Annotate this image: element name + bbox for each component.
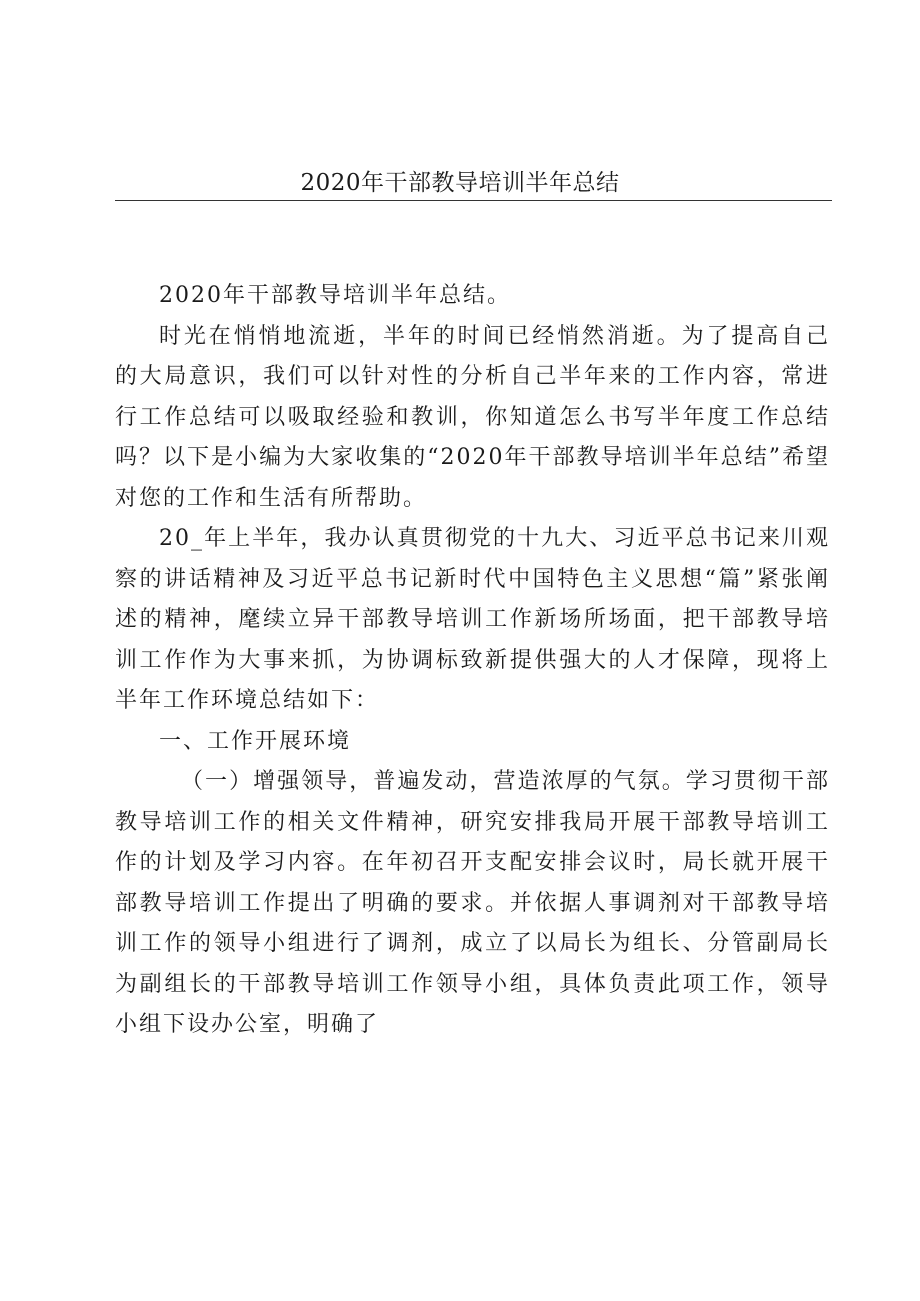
paragraph-preface: 时光在悄悄地流逝，半年的时间已经悄然消逝。为了提高自己的大局意识，我们可以针对性的分析自己半年来的工作内容，常进行工作总结可以吸取经验和教训，你知道怎么书写半年度工作总结吗？以下是小编为大家收集的“2020年干部教导培训半年总结”希望对您的工作和生活有所帮助。 <box>115 323 831 511</box>
paragraph-overview: 20_年上半年，我办认真贯彻党的十九大、习近平总书记来川观察的讲话精神及习近平总书记新时代中国特色主义思想“篇”紧张阐述的精神，麾续立异干部教导培训工作新场所场面，把干部教导培训工作作为大事来抓，为协调标致新提供强大的人才保障，现将上半年工作环境总结如下： <box>115 526 830 713</box>
paragraph-section-1-1: （一）增强领导，普遍发动，营造浓厚的气氛。学习贯彻干部教导培训工作的相关文件精神，研究安排我局开展干部教导培训工作的计划及学习内容。在年初召开支配安排会议时，局长就开展干部教导培训工作提出了明确的要求。并依据人事调剂对干部教导培训工作的领导小组进行了调剂，成立了以局长为组长、分管副局长为副组长的干部教导培训工作领导小组，具体负责此项工作，领导小组下设办公室，明确了 <box>115 769 830 1037</box>
section-heading-1: 一、工作开展环境 <box>159 728 352 754</box>
document-title: 2020年干部教导培训半年总结 <box>300 170 620 196</box>
document-body <box>115 276 830 1046</box>
paragraph-intro: 2020年干部教导培训半年总结。 <box>159 283 511 308</box>
title-underline <box>115 200 832 201</box>
